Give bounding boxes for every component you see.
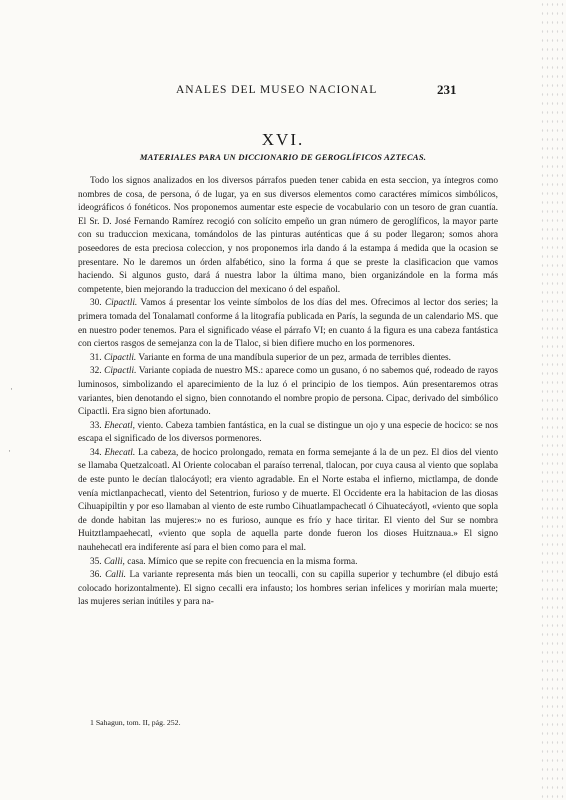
intro-paragraph xyxy=(78,175,498,297)
section-title: MATERIALES PARA UN DICCIONARIO DE GEROGLÍFICOS AZTECAS. xyxy=(139,152,427,162)
entry-term: Calli. xyxy=(105,570,127,581)
entry-paragraph xyxy=(78,420,498,447)
entry-paragraph xyxy=(78,569,498,610)
paragraph-text: viento. Cabeza tambien fantástica, en la cual se distingue un ojo y una especie de hocico: se nos escapa el significado de los diversos pormenores. xyxy=(78,420,498,445)
entry-number: 34. xyxy=(90,447,102,458)
paragraph-text: Vamos á presentar los veinte símbolos de los días del mes. Ofrecimos al lector dos series; la primera tomada del Tonalamatl conforme á la litografía publicada en París, la segunda de un calendario MS. que en nuestro poder tenemos. Para el significado véase el párrafo VI; en cuanto á la figura es una cabeza fantástica con ciertos rasgos de semejanza con la de Tlaloc, si bien difiere mucho en los pormenores. xyxy=(78,298,498,350)
paragraph-text: La variante representa más bien un teocalli, con su capilla superior y techumbre (el dibujo está colocado horizontalmente). El signo cecalli era infausto; los hombres serian infelices y morirían mala muerte; las mujeres serian inútiles y para na- xyxy=(78,570,498,608)
paragraph-text: Variante copiada de nuestro MS.: aparece como un gusano, ó no sabemos qué, rodeado de rayos luminosos, simbolizando el aparecimiento de la luz ó el principio de los tiempos. Aún presentaremos otras variantes, bien denotando el signo, bien connotando el nombre propio de persona. Cipac, derivado del simbólico Cipactli. Era signo bien afortunado. xyxy=(78,366,499,418)
entry-term: Calli, xyxy=(103,556,125,567)
entry-number: 30. xyxy=(90,298,102,309)
footnote: 1 Sahagun, tom. II, pág. 252. xyxy=(90,718,181,727)
entry-term: Ehecatl, xyxy=(104,420,135,431)
entry-paragraph xyxy=(78,297,498,351)
entry-term: Cipactli. xyxy=(103,352,137,363)
entry-paragraph xyxy=(78,556,498,570)
paragraph-text: La cabeza, de hocico prolongado, remata en forma semejante á la de un pez. El dios del viento se llamaba Quetzalcoatl. Al Oriente colocaban el paraíso terrenal, tlalocan, por cuya causa al viento que soplaba de este punto le decían tlalocáyotl; era viento agradable. En el Norte estaba el infierno, mictlampa, de donde venía mictlanpachecatl, viento del Setentrion, furioso y de muerte. El Occidente era la habitacion de las diosas Cihuapipiltin y por eso llamaban al viento de este rumbo Cihuatlampachecatl ó Cihuatecáyotl, «viento que sopla de donde habitan las mujeres:» no es furioso, aunque es frío y hace tiritar. El viento del Sur se nombra Huitztlampaehecatl, «viento que sopla de aquella parte donde fueron los dioses Huitznaua.» El signo nauhehecatl era indiferente así para el bien como para el mal. xyxy=(78,447,499,554)
paragraph-text: casa. Mímico que se repite con frecuencia en la misma forma. xyxy=(127,556,358,567)
paragraph-text: Todo los signos analizados en los diversos párrafos pueden tener cabida en esta seccion, ya íntegros como nombres de cosa, de persona, ó de lugar, ya en sus diversos elementos como caractéres mímicos simbólicos, ideográficos ó fonéticos. Nos proponemos aumentar este especie de vocabulario con un tesoro de gran cuantía. El Sr. D. José Fernando Ramírez recogió con solícito empeño un gran número de geroglíficos, la mayor parte con su traduccion mexicana, tomándolos de las pinturas auténticas que á su poder llegaron; somos ahora poseedores de esta preciosa coleccion, y nos proponemos irla dando á la estampa á medida que la ocasion se presentare. No le daremos un órden alfabético, sino la forma á que se preste la clasificacion que vamos haciendo. Si algunos gusto, dará á nuestra labor la última mano, bien organizándole en la forma más competente, bien mejorando la traduccion del mexicano ó del español. xyxy=(78,176,498,295)
entry-paragraph xyxy=(78,352,498,366)
entry-number: 36. xyxy=(90,570,102,581)
running-header xyxy=(0,84,566,100)
entry-term: Cipactli. xyxy=(104,298,138,309)
entry-paragraph xyxy=(78,447,498,556)
entry-number: 35. xyxy=(90,556,102,567)
margin-dot: · xyxy=(10,384,13,394)
entry-term: Cipactli. xyxy=(104,366,137,377)
entry-number: 33. xyxy=(90,420,102,431)
running-title: ANALES DEL MUSEO NACIONAL xyxy=(176,84,378,96)
margin-dot: · xyxy=(8,446,11,456)
entry-term: Ehecatl. xyxy=(104,447,136,458)
page-number: 231 xyxy=(437,82,457,97)
page-edge-texture xyxy=(540,0,566,800)
entry-number: 32. xyxy=(90,366,102,377)
body-text xyxy=(78,175,498,610)
section-number: XVI. xyxy=(261,130,305,149)
paragraph-text: Variante en forma de una mandíbula superior de un pez, armada de terribles dientes. xyxy=(138,352,452,363)
entry-paragraph xyxy=(78,365,498,419)
entry-number: 31. xyxy=(90,352,102,363)
